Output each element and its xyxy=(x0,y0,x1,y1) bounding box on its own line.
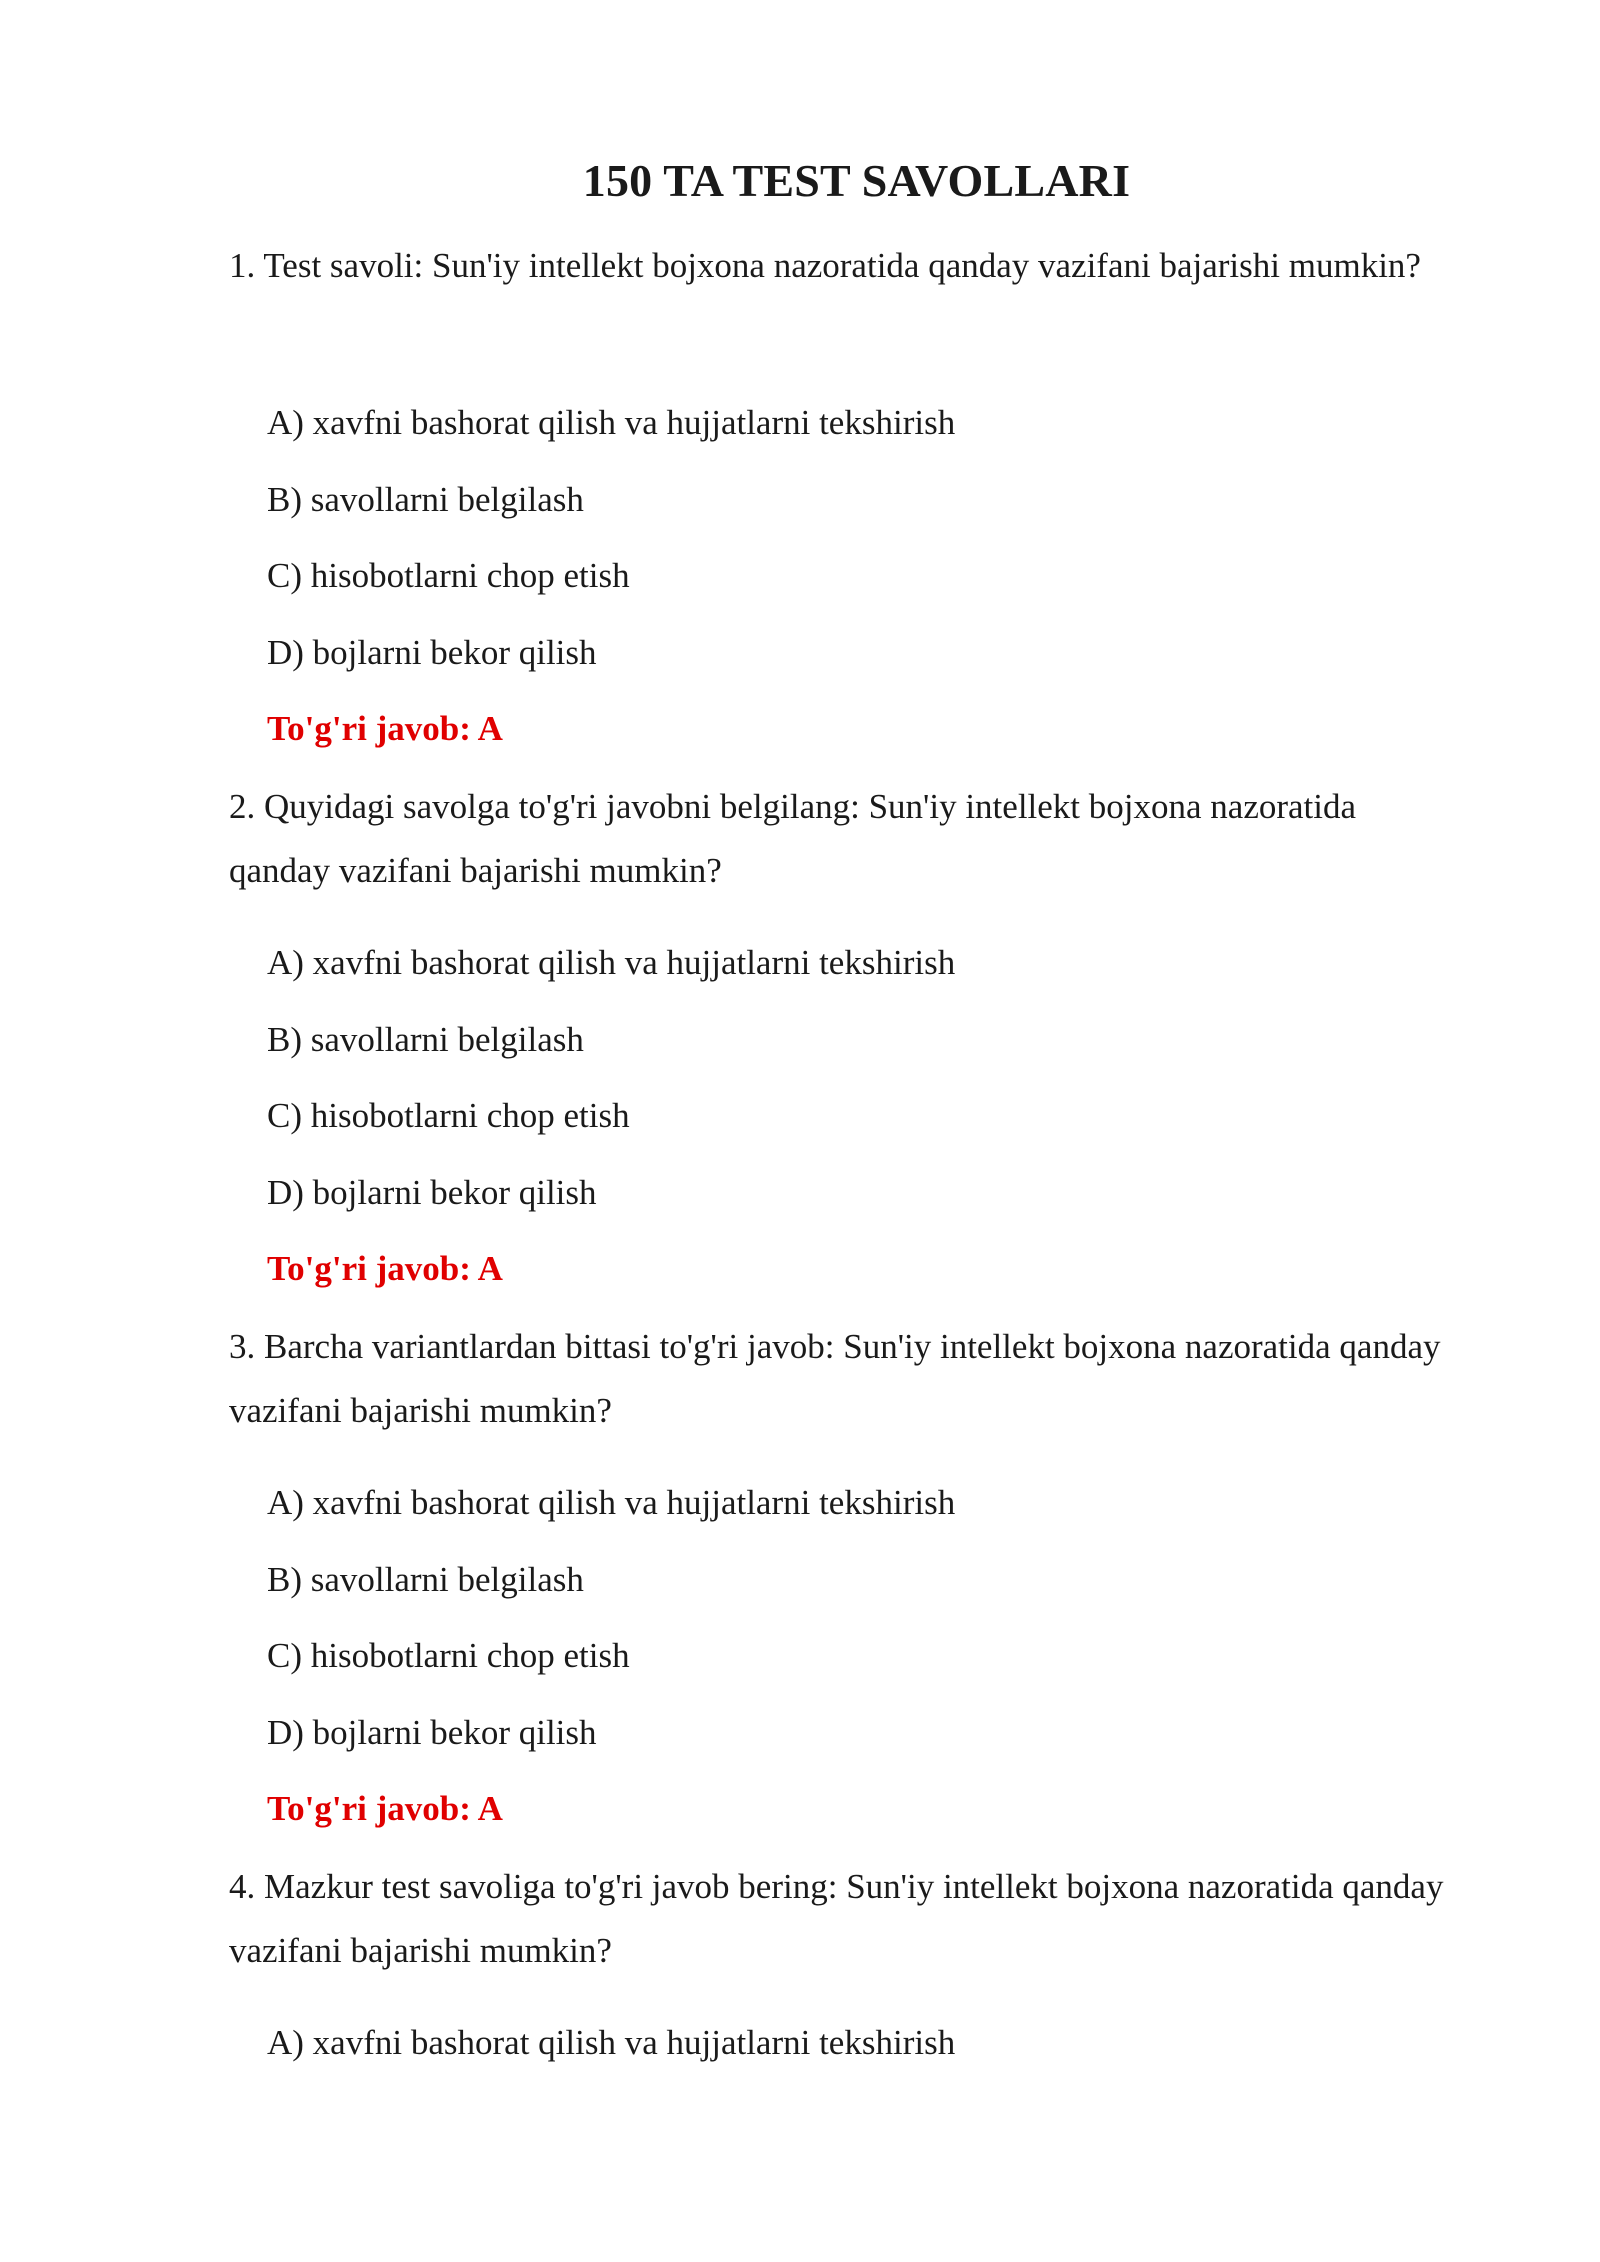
option-c: C) hisobotlarni chop etish xyxy=(267,556,630,595)
option-a: A) xavfni bashorat qilish va hujjatlarni tekshirish xyxy=(267,1483,956,1522)
option-a: A) xavfni bashorat qilish va hujjatlarni tekshirish xyxy=(267,943,956,982)
option-c: C) hisobotlarni chop etish xyxy=(267,1636,630,1675)
option-c: C) hisobotlarni chop etish xyxy=(267,1096,630,1135)
question-text: 1. Test savoli: Sun'iy intellekt bojxona nazoratida qanday vazifani bajarishi mumkin? xyxy=(229,246,1421,285)
option-b: B) savollarni belgilash xyxy=(267,1560,584,1599)
option-a: A) xavfni bashorat qilish va hujjatlarni tekshirish xyxy=(267,2023,956,2062)
correct-answer: To'g'ri javob: A xyxy=(267,709,503,748)
correct-answer: To'g'ri javob: A xyxy=(267,1789,503,1828)
option-b: B) savollarni belgilash xyxy=(267,1020,584,1059)
option-b: B) savollarni belgilash xyxy=(267,480,584,519)
correct-answer: To'g'ri javob: A xyxy=(267,1249,503,1288)
option-d: D) bojlarni bekor qilish xyxy=(267,633,597,672)
question-text: 4. Mazkur test savoliga to'g'ri javob bering: Sun'iy intellekt bojxona nazoratida qanday vazifani bajarishi mumkin? xyxy=(229,1867,1444,1970)
option-d: D) bojlarni bekor qilish xyxy=(267,1713,597,1752)
option-d: D) bojlarni bekor qilish xyxy=(267,1173,597,1212)
option-a: A) xavfni bashorat qilish va hujjatlarni tekshirish xyxy=(267,403,956,442)
question-text: 3. Barcha variantlardan bittasi to'g'ri javob: Sun'iy intellekt bojxona nazoratida qanday vazifani bajarishi mumkin? xyxy=(229,1327,1441,1430)
question-text: 2. Quyidagi savolga to'g'ri javobni belgilang: Sun'iy intellekt bojxona nazoratida qanday vazifani bajarishi mumkin? xyxy=(229,787,1357,890)
page-title: 150 TA TEST SAVOLLARI xyxy=(582,155,1131,206)
